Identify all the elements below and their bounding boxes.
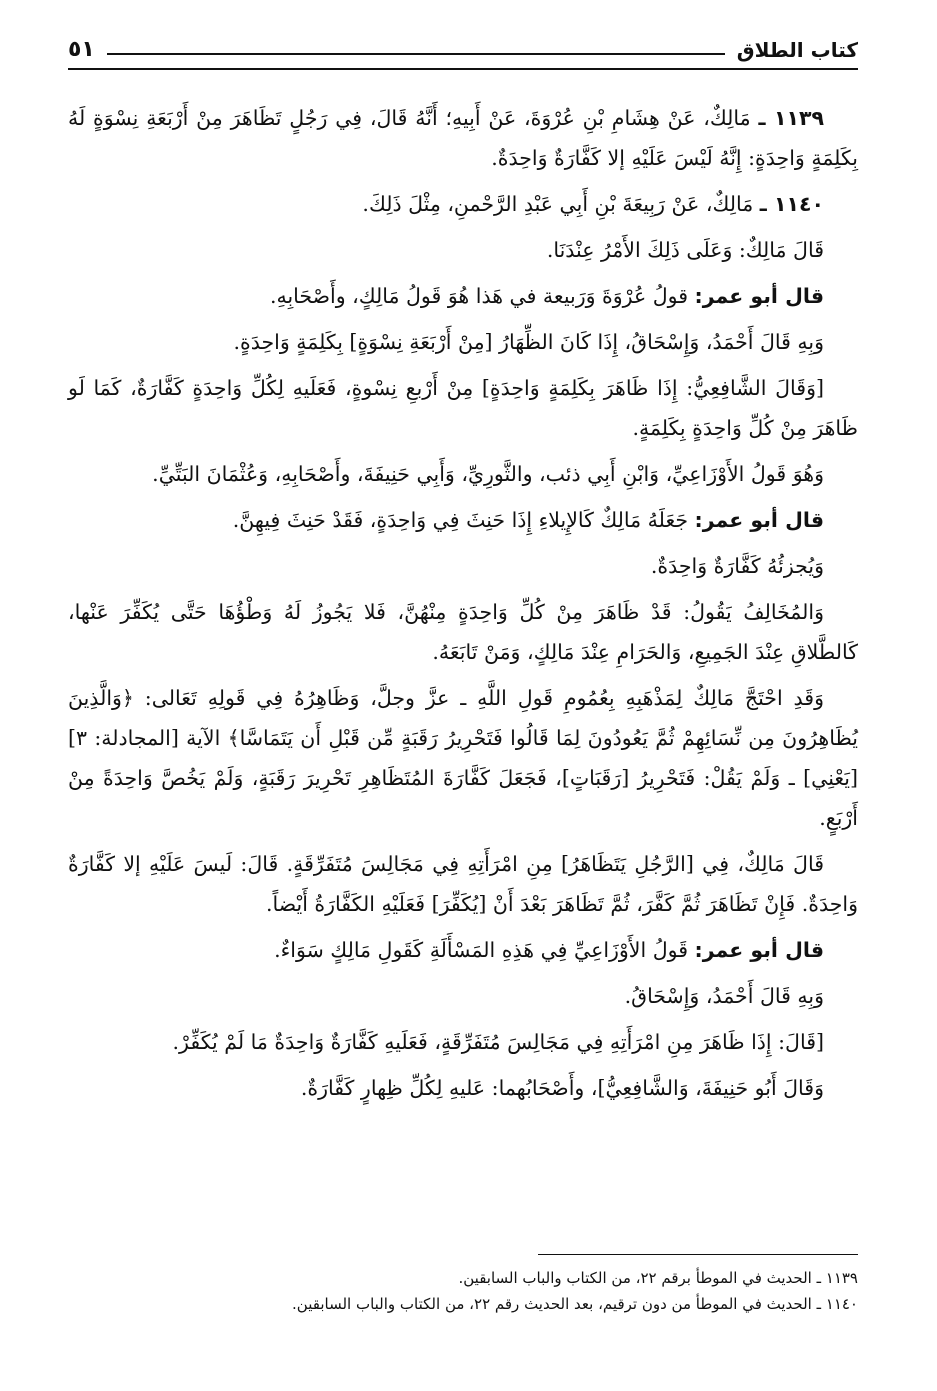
book-title: كتاب الطلاق: [736, 38, 858, 62]
paragraph: قَالَ مَالِكٌ، فِي [الرَّجُلِ يَتَظَاهَرُ] مِنِ امْرَأَتِهِ فِي مَجَالِسَ مُتَفَرِّقَةٍ. قَالَ: لَيسَ عَلَيْهِ إلا كَفَّارَةٌ وَاحِدَةٌ. فَإِنْ تَظَاهَرَ ثُمَّ كَفَّرَ، ثُمَّ تَظَاهَرَ بَعْدَ أَنْ [يُكَفِّرَ] فَعَلَيْهِ الكَفَّارَةُ أَيْضاً.: [68, 852, 858, 916]
paragraph-text: قولُ عُرْوَةَ وَرَبيعة في هَذا هُوَ قَولُ مَالِكٍ، وأَصْحَابِهِ.: [269, 284, 695, 308]
paragraph: وَيُجزئُهُ كَفَّارَةٌ وَاحِدَةٌ.: [650, 554, 824, 578]
commentary-lead: قال أبو عمر:: [694, 284, 824, 308]
paragraph-text: مَالِكٌ، عَنْ رَبِيعَةَ بْنِ أَبِي عَبْدِ الرَّحْمنِ، مِثْلَ ذَلِكَ.: [362, 192, 760, 216]
footnote-1140: ١١٤٠ ـ الحديث في الموطأ من دون ترقيم، بعد الحديث رقم ٢٢، من الكتاب والباب السابقين.: [292, 1295, 858, 1313]
hadith-1140: [68, 184, 858, 224]
paragraph-text: جَعَلَهُ مَالِكٌ كَالإِيلاءِ إِذَا حَنِثَ فِي وَاحِدَةٍ، فَقَدْ حَنِثَ فِيهِنَّ.: [232, 508, 695, 532]
hadith-number: ١١٣٩ ـ: [758, 106, 824, 130]
paragraph: وَهُوَ قَولُ الأَوْزَاعِيِّ، وَابْنِ أَبِي ذئب، والثَّورِيِّ، وَأَبِي حَنِيفَةَ، وأَصْحَابِهِ، وَعُثْمَانَ البَتِّيِّ.: [152, 462, 824, 486]
footnote-1139: ١١٣٩ ـ الحديث في الموطأ برقم ٢٢، من الكتاب والباب السابقين.: [458, 1269, 858, 1287]
paragraph: [وَقَالَ الشَّافِعِيُّ: إِذَا ظَاهَرَ بِكَلِمَةٍ وَاحِدَةٍ] مِنْ أَرْبعِ نِسْوةٍ، فَعَلَيهِ لِكُلِّ وَاحِدَةٍ كَفَّارَةٌ، كَمَا لَو ظَاهَرَ مِنْ كُلِّ وَاحِدَةٍ بِكَلِمَةٍ.: [68, 376, 858, 440]
paragraph: [قَالَ: إِذَا ظَاهَرَ مِنِ امْرَأَتِهِ فِي مَجَالِسَ مُتَفَرِّقَةٍ، فَعَلَيهِ كَفَّارَةٌ وَاحِدَةٌ مَا لَمْ يُكَفِّرْ.: [172, 1030, 824, 1054]
commentary-paragraph: [68, 500, 858, 540]
main-text: [68, 98, 858, 1108]
footnotes: [68, 1254, 858, 1317]
paragraph: وَقَالَ أَبُو حَنِيفَةَ، وَالشَّافِعِيُّ]، وأَصْحَابُهما: عَليهِ لِكُلِّ ظِهارٍ كَفَّارَةٌ.: [300, 1076, 824, 1100]
hadith-1139: [68, 98, 858, 178]
paragraph-text: مَالِكٌ، عَنْ هِشَامِ بْنِ عُرْوَةَ، عَنْ أَبِيهِ؛ أَنَّهُ قَالَ، فِي رَجُلٍ تَظَاهَرَ مِنْ أَرْبَعَةِ نِسْوَةٍ لَهُ بِكَلِمَةٍ وَاحِدَةٍ: إِنَّهُ لَيْسَ عَلَيْهِ إلا كَفَّارَةٌ وَاحِدَةٌ.: [68, 106, 858, 170]
paragraph: وَالمُخَالِفُ يَقُولُ: قَدْ ظَاهَرَ مِنْ كُلِّ وَاحِدَةٍ مِنْهُنَّ، فَلا يَجُوزُ لَهُ وَطْؤُهَا حَتَّى يُكَفِّرَ عَنْها، كَالطَّلاقِ عِنْدَ الجَمِيعِ، وَالحَرَامِ عِنْدَ مَالِكٍ، وَمَنْ تَابَعَهُ.: [68, 600, 858, 664]
footnote-rule: [538, 1254, 858, 1255]
paragraph: قَالَ مَالِكٌ: وَعَلَى ذَلِكَ الأَمْرُ عِنْدَنَا.: [546, 238, 824, 262]
page-number: ٥١: [68, 37, 95, 62]
commentary-lead: قال أبو عمر:: [694, 938, 824, 962]
commentary-paragraph: [68, 276, 858, 316]
commentary-lead: قال أبو عمر:: [694, 508, 824, 532]
running-header: [68, 22, 858, 70]
paragraph-text: قَولُ الأَوْزَاعِيِّ فِي هَذِهِ المَسْأَلَةِ كَقَولِ مَالِكٍ سَوَاءٌ.: [274, 938, 695, 962]
commentary-paragraph: [68, 930, 858, 970]
paragraph: وَبِهِ قَالَ أَحْمَدُ، وَإِسْحَاقُ.: [624, 984, 824, 1008]
header-rule: [107, 53, 725, 55]
page: [68, 22, 858, 1114]
hadith-number: ١١٤٠ ـ: [759, 192, 824, 216]
quran-paragraph: وَقَدِ احْتَجَّ مَالِكٌ لِمَذْهَبِهِ بِعُمُومِ قَولِ اللَّهِ ـ عزَّ وجلَّ، وَظَاهِرُهُ فِي قَولِهِ تَعَالى: ﴿وَالَّذِينَ يُظَاهِرُونَ مِن نِّسَائِهِمْ ثُمَّ يَعُودُونَ لِمَا قَالُوا فَتَحْرِيرُ رَقَبَةٍ مِّن قَبْلِ أَن يَتَمَاسَّا﴾ الآية [المجادلة: ٣] [يَعْنِي] ـ وَلَمْ يَقُلْ: فَتَحْرِيرُ [رَقَبَاتٍ]، فَجَعَلَ كَفَّارَةَ المُتَظَاهِرِ تَحْرِيرَ رَقَبَةٍ، وَلَمْ يَخُصَّ وَاحِدَةً مِنْ أَرْبَعٍ.: [68, 686, 858, 830]
paragraph: وَبِهِ قَالَ أَحْمَدُ، وَإِسْحَاقُ، إِذَا كَانَ الظِّهَارُ [مِنْ أَرْبَعَةِ نِسْوَةٍ] بِكَلِمَةٍ وَاحِدَةٍ.: [233, 330, 824, 354]
